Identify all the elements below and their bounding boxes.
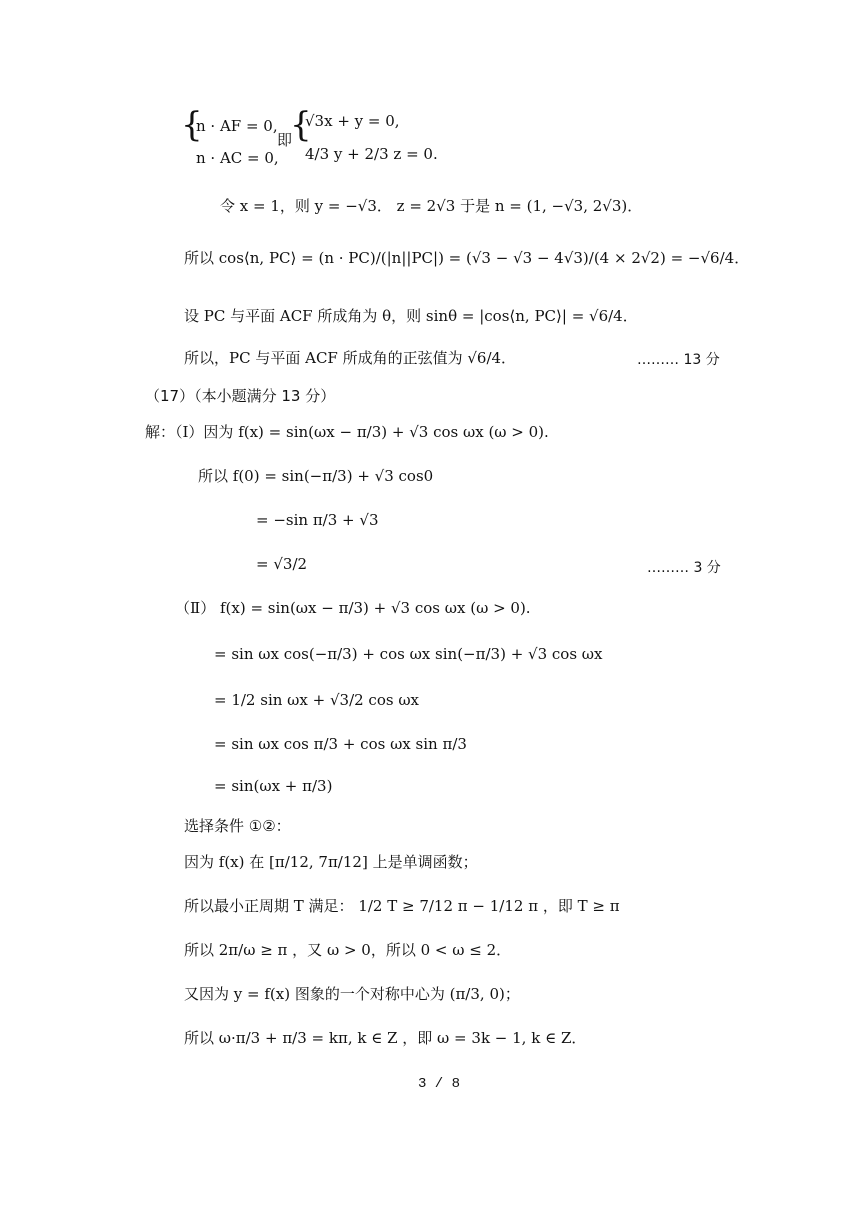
system-eq-1: √3x + y = 0, [305,112,400,130]
f0-line-2: = −sin π/3 + √3 [256,511,379,529]
score-mark-13: ……… 13 分 [637,352,720,368]
period-line: 所以最小正周期 T 满足： 1/2 T ≥ 7/12 π − 1/12 π ，即 T ≥ π [184,897,620,915]
omega-solution-line: 所以 ω·π/3 + π/3 = kπ, k ∈ Z ，即 ω = 3k − 1, k ∈ Z． [184,1029,587,1047]
equivalent-label: 即 [277,131,293,149]
vector-equation-ac: n · AC = 0, [196,149,279,167]
part-1-statement: 解：（Ⅰ）因为 f(x) = sin(ωx − π/3) + √3 cos ωx (ω > 0). [145,423,549,441]
page-number: 3 / 8 [418,1076,461,1092]
f0-line-3: = √3/2 [256,555,308,573]
expand-line-4: = sin(ωx + π/3) [214,777,333,795]
f0-line-1: 所以 f(0) = sin(−π/3) + √3 cos0 [198,467,434,485]
left-brace-2: { [290,105,312,145]
vector-equation-af: n · AF = 0, [196,117,278,135]
expand-line-3: = sin ωx cos π/3 + cos ωx sin π/3 [214,735,467,753]
sine-angle-line: 设 PC 与平面 ACF 所成角为 θ，则 sinθ = |cos⟨n, PC⟩| = √6/4． [184,307,638,325]
problem-17-heading: （17）（本小题满分 13 分） [145,387,336,405]
system-eq-2: 4/3 y + 2/3 z = 0. [305,145,438,163]
normal-vector-line: 令 x = 1，则 y = −√3． z = 2√3 于是 n = (1, −√3, 2√3)． [220,197,643,215]
part-2-statement: （Ⅱ） f(x) = sin(ωx − π/3) + √3 cos ωx (ω > 0). [175,599,531,617]
expand-line-2: = 1/2 sin ωx + √3/2 cos ωx [214,691,420,709]
omega-range-line: 所以 2π/ω ≥ π ，又 ω > 0，所以 0 < ω ≤ 2． [184,941,512,959]
monotonic-line: 因为 f(x) 在 [π/12, 7π/12] 上是单调函数； [184,853,478,871]
condition-choice: 选择条件 ①②： [184,817,291,835]
conclusion-line: 所以，PC 与平面 ACF 所成角的正弦值为 √6/4． [184,349,517,367]
cosine-line: 所以 cos⟨n, PC⟩ = (n · PC)/(|n||PC|) = (√3 − √3 − 4√3)/(4 × 2√2) = −√6/4． [184,249,750,267]
score-mark-3: ……… 3 分 [647,560,721,576]
symmetry-center-line: 又因为 y = f(x) 图象的一个对称中心为 (π/3, 0)； [184,985,520,1003]
left-brace: { [181,105,203,145]
expand-line-1: = sin ωx cos(−π/3) + cos ωx sin(−π/3) + √3 cos ωx [214,645,603,663]
